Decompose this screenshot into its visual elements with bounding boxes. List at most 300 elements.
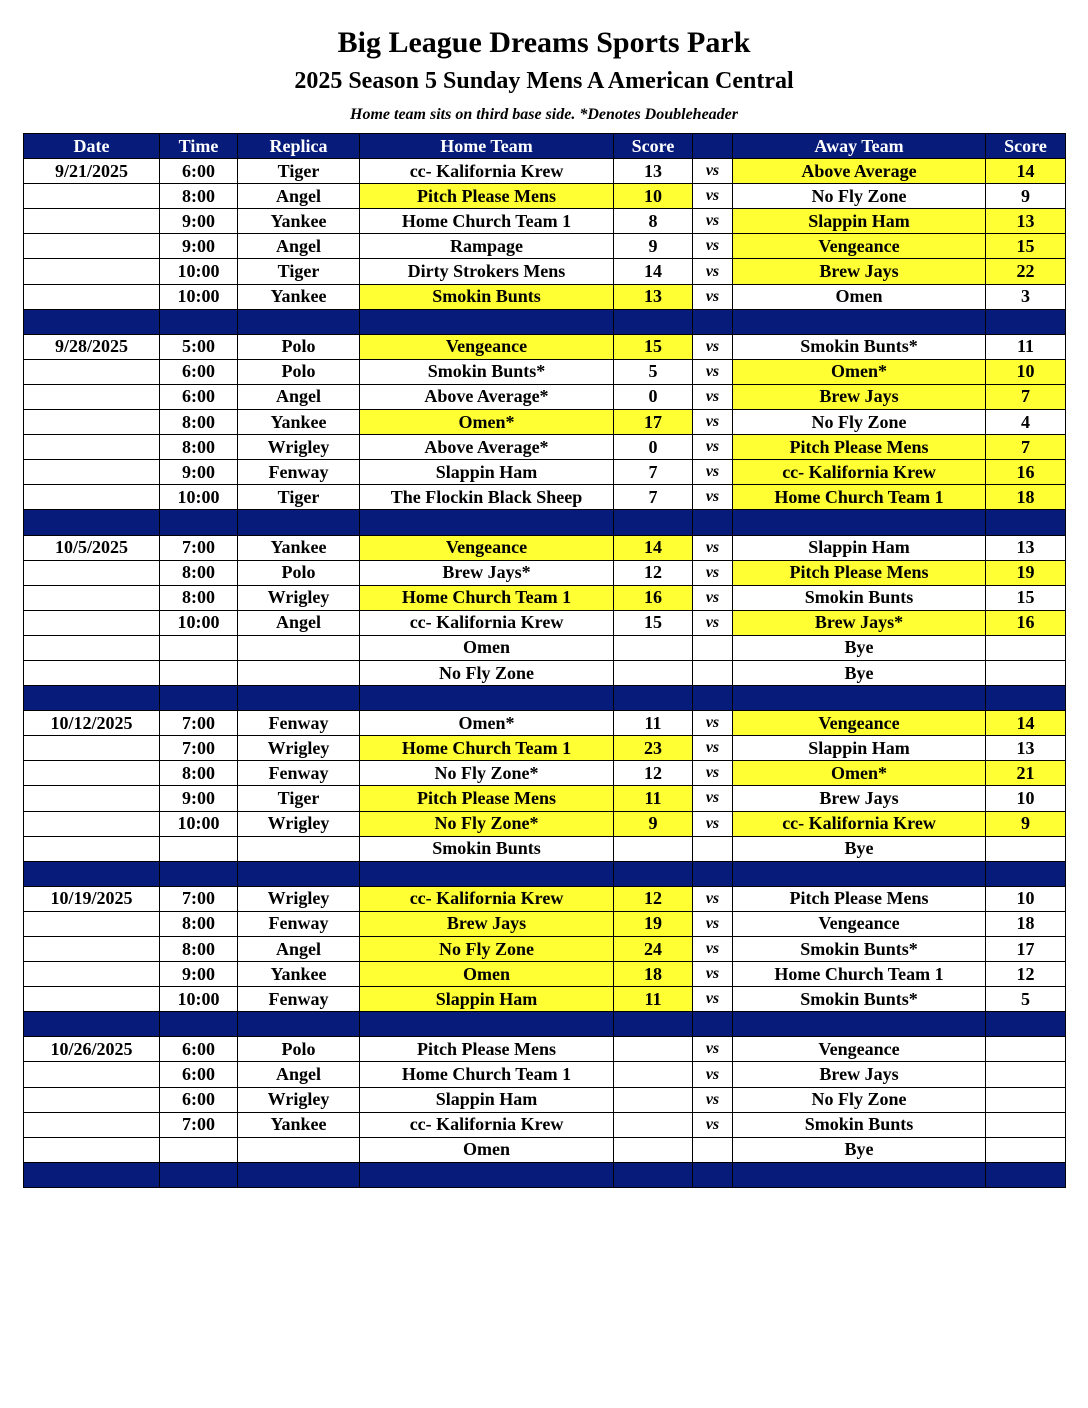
date-cell <box>24 435 160 460</box>
separator-cell <box>693 510 733 535</box>
replica-cell: Wrigley <box>238 736 360 761</box>
week-separator-row <box>24 510 1066 535</box>
away-score-cell <box>986 660 1066 685</box>
replica-cell: Tiger <box>238 159 360 184</box>
replica-cell: Fenway <box>238 911 360 936</box>
away-score-cell: 14 <box>986 711 1066 736</box>
replica-cell: Tiger <box>238 485 360 510</box>
home-score-cell <box>614 836 693 861</box>
away-team-cell: Home Church Team 1 <box>733 485 986 510</box>
home-team-cell: Smokin Bunts <box>360 284 614 309</box>
vs-cell: vs <box>693 284 733 309</box>
home-score-cell: 7 <box>614 485 693 510</box>
replica-cell: Yankee <box>238 962 360 987</box>
home-team-cell: Slappin Ham <box>360 987 614 1012</box>
home-score-cell: 23 <box>614 736 693 761</box>
home-score-cell: 11 <box>614 711 693 736</box>
col-header-home-score: Score <box>614 134 693 159</box>
separator-cell <box>733 686 986 711</box>
date-cell: 10/19/2025 <box>24 886 160 911</box>
replica-cell: Yankee <box>238 1112 360 1137</box>
replica-cell: Yankee <box>238 535 360 560</box>
time-cell: 7:00 <box>160 535 238 560</box>
home-score-cell: 11 <box>614 786 693 811</box>
home-team-cell: Pitch Please Mens <box>360 184 614 209</box>
game-row <box>24 184 1066 209</box>
vs-cell: vs <box>693 711 733 736</box>
separator-cell <box>160 510 238 535</box>
home-team-cell: Brew Jays* <box>360 560 614 585</box>
date-cell <box>24 560 160 585</box>
separator-cell <box>986 1012 1066 1037</box>
separator-cell <box>160 686 238 711</box>
game-row <box>24 209 1066 234</box>
home-score-cell: 5 <box>614 359 693 384</box>
date-cell: 10/12/2025 <box>24 711 160 736</box>
time-cell: 8:00 <box>160 560 238 585</box>
home-team-cell: Omen* <box>360 711 614 736</box>
home-score-cell: 12 <box>614 886 693 911</box>
game-row <box>24 234 1066 259</box>
date-cell: 9/21/2025 <box>24 159 160 184</box>
separator-cell <box>693 1012 733 1037</box>
away-score-cell <box>986 1037 1066 1062</box>
time-cell <box>160 635 238 660</box>
away-team-cell: Smokin Bunts* <box>733 937 986 962</box>
home-score-cell: 12 <box>614 560 693 585</box>
date-cell <box>24 410 160 435</box>
col-header-away-team: Away Team <box>733 134 986 159</box>
separator-cell <box>733 1012 986 1037</box>
away-team-cell: No Fly Zone <box>733 184 986 209</box>
time-cell: 10:00 <box>160 987 238 1012</box>
page-title: Big League Dreams Sports Park <box>337 26 751 59</box>
home-score-cell: 16 <box>614 585 693 610</box>
replica-cell: Wrigley <box>238 1087 360 1112</box>
time-cell: 10:00 <box>160 485 238 510</box>
col-header-vs <box>693 134 733 159</box>
home-score-cell: 12 <box>614 761 693 786</box>
home-score-cell: 10 <box>614 184 693 209</box>
schedule-table <box>23 133 1066 1188</box>
game-row <box>24 1112 1066 1137</box>
date-cell <box>24 585 160 610</box>
vs-cell: vs <box>693 384 733 409</box>
vs-cell: vs <box>693 585 733 610</box>
away-team-cell: Slappin Ham <box>733 209 986 234</box>
col-header-date: Date <box>24 134 160 159</box>
game-row <box>24 334 1066 359</box>
date-cell <box>24 962 160 987</box>
game-row <box>24 359 1066 384</box>
week-separator-row <box>24 309 1066 334</box>
home-score-cell: 7 <box>614 460 693 485</box>
separator-cell <box>614 510 693 535</box>
home-score-cell: 9 <box>614 234 693 259</box>
home-team-cell: cc- Kalifornia Krew <box>360 886 614 911</box>
home-team-cell: Rampage <box>360 234 614 259</box>
separator-cell <box>238 1162 360 1187</box>
away-team-cell: Smokin Bunts* <box>733 987 986 1012</box>
away-team-cell: Smokin Bunts <box>733 1112 986 1137</box>
date-cell <box>24 284 160 309</box>
away-team-cell: Above Average <box>733 159 986 184</box>
vs-cell: vs <box>693 610 733 635</box>
home-team-cell: cc- Kalifornia Krew <box>360 610 614 635</box>
away-score-cell: 18 <box>986 911 1066 936</box>
date-cell: 9/28/2025 <box>24 334 160 359</box>
game-row <box>24 384 1066 409</box>
away-team-cell: Brew Jays <box>733 1062 986 1087</box>
date-cell <box>24 1137 160 1162</box>
game-row <box>24 259 1066 284</box>
away-score-cell: 7 <box>986 435 1066 460</box>
away-score-cell: 12 <box>986 962 1066 987</box>
date-cell <box>24 1087 160 1112</box>
replica-cell: Fenway <box>238 711 360 736</box>
date-cell <box>24 761 160 786</box>
vs-cell: vs <box>693 886 733 911</box>
home-team-cell: No Fly Zone <box>360 660 614 685</box>
replica-cell: Angel <box>238 234 360 259</box>
home-team-cell: Above Average* <box>360 384 614 409</box>
time-cell: 8:00 <box>160 937 238 962</box>
game-row <box>24 761 1066 786</box>
separator-cell <box>614 861 693 886</box>
page-subtitle: 2025 Season 5 Sunday Mens A American Central <box>294 68 794 94</box>
away-score-cell: 19 <box>986 560 1066 585</box>
away-score-cell: 18 <box>986 485 1066 510</box>
separator-cell <box>24 686 160 711</box>
home-team-cell: Omen <box>360 635 614 660</box>
separator-cell <box>986 510 1066 535</box>
separator-cell <box>24 510 160 535</box>
vs-cell: vs <box>693 811 733 836</box>
game-row <box>24 911 1066 936</box>
away-score-cell: 17 <box>986 937 1066 962</box>
separator-cell <box>693 1162 733 1187</box>
date-cell <box>24 987 160 1012</box>
header-row <box>24 134 1066 159</box>
date-cell <box>24 911 160 936</box>
date-cell: 10/5/2025 <box>24 535 160 560</box>
time-cell: 7:00 <box>160 1112 238 1137</box>
date-cell <box>24 1062 160 1087</box>
time-cell: 6:00 <box>160 384 238 409</box>
vs-cell: vs <box>693 987 733 1012</box>
home-score-cell <box>614 660 693 685</box>
page-note: Home team sits on third base side. *Denotes Doubleheader <box>350 106 738 123</box>
separator-cell <box>693 686 733 711</box>
home-team-cell: The Flockin Black Sheep <box>360 485 614 510</box>
time-cell: 6:00 <box>160 359 238 384</box>
game-row <box>24 1037 1066 1062</box>
away-score-cell: 13 <box>986 209 1066 234</box>
col-header-time: Time <box>160 134 238 159</box>
replica-cell <box>238 635 360 660</box>
home-score-cell: 13 <box>614 284 693 309</box>
game-row <box>24 937 1066 962</box>
away-score-cell: 7 <box>986 384 1066 409</box>
game-row <box>24 435 1066 460</box>
away-team-cell: Vengeance <box>733 911 986 936</box>
vs-cell: vs <box>693 485 733 510</box>
vs-cell: vs <box>693 911 733 936</box>
time-cell: 9:00 <box>160 209 238 234</box>
time-cell: 9:00 <box>160 786 238 811</box>
time-cell: 6:00 <box>160 159 238 184</box>
vs-cell: vs <box>693 259 733 284</box>
date-cell <box>24 786 160 811</box>
separator-cell <box>24 309 160 334</box>
date-cell <box>24 811 160 836</box>
date-cell <box>24 485 160 510</box>
replica-cell: Fenway <box>238 987 360 1012</box>
home-team-cell: No Fly Zone <box>360 937 614 962</box>
home-team-cell: Omen* <box>360 410 614 435</box>
replica-cell: Angel <box>238 610 360 635</box>
vs-cell: vs <box>693 786 733 811</box>
time-cell: 6:00 <box>160 1062 238 1087</box>
away-score-cell <box>986 635 1066 660</box>
away-score-cell: 3 <box>986 284 1066 309</box>
home-score-cell <box>614 1037 693 1062</box>
game-row <box>24 284 1066 309</box>
home-team-cell: Home Church Team 1 <box>360 736 614 761</box>
vs-cell: vs <box>693 159 733 184</box>
separator-cell <box>360 686 614 711</box>
vs-cell: vs <box>693 1087 733 1112</box>
replica-cell: Wrigley <box>238 886 360 911</box>
vs-cell: vs <box>693 1037 733 1062</box>
away-score-cell: 5 <box>986 987 1066 1012</box>
home-score-cell: 15 <box>614 334 693 359</box>
separator-cell <box>360 1162 614 1187</box>
date-cell <box>24 259 160 284</box>
col-header-home-team: Home Team <box>360 134 614 159</box>
separator-cell <box>238 861 360 886</box>
away-score-cell: 4 <box>986 410 1066 435</box>
replica-cell: Tiger <box>238 259 360 284</box>
time-cell: 9:00 <box>160 460 238 485</box>
vs-cell: vs <box>693 234 733 259</box>
away-score-cell: 11 <box>986 334 1066 359</box>
replica-cell: Polo <box>238 334 360 359</box>
separator-cell <box>238 686 360 711</box>
away-team-cell: Smokin Bunts* <box>733 334 986 359</box>
replica-cell: Yankee <box>238 410 360 435</box>
away-score-cell: 9 <box>986 811 1066 836</box>
vs-cell: vs <box>693 435 733 460</box>
replica-cell <box>238 836 360 861</box>
away-score-cell: 9 <box>986 184 1066 209</box>
home-team-cell: Omen <box>360 962 614 987</box>
date-cell <box>24 937 160 962</box>
away-team-cell: cc- Kalifornia Krew <box>733 460 986 485</box>
game-row <box>24 1137 1066 1162</box>
away-team-cell: Omen* <box>733 359 986 384</box>
away-score-cell: 21 <box>986 761 1066 786</box>
date-cell <box>24 359 160 384</box>
away-score-cell <box>986 1087 1066 1112</box>
separator-cell <box>360 309 614 334</box>
date-cell <box>24 460 160 485</box>
home-score-cell <box>614 1062 693 1087</box>
week-separator-row <box>24 686 1066 711</box>
time-cell <box>160 1137 238 1162</box>
time-cell: 8:00 <box>160 184 238 209</box>
separator-cell <box>986 861 1066 886</box>
time-cell: 6:00 <box>160 1087 238 1112</box>
away-score-cell: 13 <box>986 535 1066 560</box>
separator-cell <box>693 309 733 334</box>
home-team-cell: cc- Kalifornia Krew <box>360 159 614 184</box>
replica-cell: Angel <box>238 384 360 409</box>
separator-cell <box>160 1012 238 1037</box>
away-team-cell: Pitch Please Mens <box>733 886 986 911</box>
home-team-cell: cc- Kalifornia Krew <box>360 1112 614 1137</box>
home-score-cell: 18 <box>614 962 693 987</box>
game-row <box>24 786 1066 811</box>
separator-cell <box>614 309 693 334</box>
vs-cell: vs <box>693 460 733 485</box>
vs-cell <box>693 660 733 685</box>
away-score-cell: 15 <box>986 234 1066 259</box>
home-score-cell: 0 <box>614 435 693 460</box>
away-score-cell: 10 <box>986 886 1066 911</box>
game-row <box>24 987 1066 1012</box>
home-score-cell: 19 <box>614 911 693 936</box>
week-separator-row <box>24 1162 1066 1187</box>
separator-cell <box>733 861 986 886</box>
game-row <box>24 836 1066 861</box>
away-team-cell: Brew Jays* <box>733 610 986 635</box>
time-cell: 10:00 <box>160 259 238 284</box>
vs-cell: vs <box>693 334 733 359</box>
game-row <box>24 660 1066 685</box>
vs-cell: vs <box>693 209 733 234</box>
away-team-cell: cc- Kalifornia Krew <box>733 811 986 836</box>
schedule-body <box>24 159 1066 1188</box>
away-score-cell: 16 <box>986 460 1066 485</box>
time-cell <box>160 836 238 861</box>
away-team-cell: Smokin Bunts <box>733 585 986 610</box>
separator-cell <box>24 1162 160 1187</box>
game-row <box>24 610 1066 635</box>
separator-cell <box>160 1162 238 1187</box>
replica-cell: Tiger <box>238 786 360 811</box>
time-cell: 10:00 <box>160 811 238 836</box>
away-team-cell: No Fly Zone <box>733 1087 986 1112</box>
away-team-cell: Vengeance <box>733 1037 986 1062</box>
home-score-cell: 11 <box>614 987 693 1012</box>
away-team-cell: Slappin Ham <box>733 535 986 560</box>
vs-cell: vs <box>693 184 733 209</box>
home-team-cell: Slappin Ham <box>360 1087 614 1112</box>
home-team-cell: Vengeance <box>360 334 614 359</box>
home-score-cell: 9 <box>614 811 693 836</box>
home-team-cell: Pitch Please Mens <box>360 1037 614 1062</box>
replica-cell: Angel <box>238 184 360 209</box>
game-row <box>24 736 1066 761</box>
replica-cell: Polo <box>238 359 360 384</box>
separator-cell <box>238 510 360 535</box>
replica-cell: Yankee <box>238 284 360 309</box>
home-score-cell: 15 <box>614 610 693 635</box>
separator-cell <box>360 1012 614 1037</box>
separator-cell <box>614 1012 693 1037</box>
home-team-cell: No Fly Zone* <box>360 761 614 786</box>
col-header-away-score: Score <box>986 134 1066 159</box>
away-score-cell <box>986 1062 1066 1087</box>
game-row <box>24 1062 1066 1087</box>
time-cell: 7:00 <box>160 886 238 911</box>
home-score-cell <box>614 635 693 660</box>
away-team-cell: Vengeance <box>733 234 986 259</box>
replica-cell: Fenway <box>238 460 360 485</box>
date-cell <box>24 660 160 685</box>
vs-cell: vs <box>693 410 733 435</box>
home-score-cell <box>614 1112 693 1137</box>
away-score-cell <box>986 836 1066 861</box>
away-team-cell: Home Church Team 1 <box>733 962 986 987</box>
separator-cell <box>693 861 733 886</box>
home-team-cell: Brew Jays <box>360 911 614 936</box>
away-score-cell: 22 <box>986 259 1066 284</box>
date-cell <box>24 234 160 259</box>
vs-cell <box>693 836 733 861</box>
vs-cell: vs <box>693 1062 733 1087</box>
separator-cell <box>360 510 614 535</box>
away-team-cell: Omen <box>733 284 986 309</box>
game-row <box>24 711 1066 736</box>
date-cell <box>24 610 160 635</box>
time-cell: 9:00 <box>160 234 238 259</box>
home-score-cell: 14 <box>614 535 693 560</box>
time-cell: 6:00 <box>160 1037 238 1062</box>
vs-cell: vs <box>693 962 733 987</box>
vs-cell <box>693 1137 733 1162</box>
separator-cell <box>360 861 614 886</box>
away-score-cell: 16 <box>986 610 1066 635</box>
vs-cell: vs <box>693 761 733 786</box>
separator-cell <box>733 510 986 535</box>
home-team-cell: Home Church Team 1 <box>360 209 614 234</box>
away-score-cell: 15 <box>986 585 1066 610</box>
separator-cell <box>24 861 160 886</box>
separator-cell <box>733 1162 986 1187</box>
game-row <box>24 962 1066 987</box>
away-team-cell: Bye <box>733 635 986 660</box>
separator-cell <box>160 861 238 886</box>
time-cell: 5:00 <box>160 334 238 359</box>
time-cell: 8:00 <box>160 585 238 610</box>
home-team-cell: Above Average* <box>360 435 614 460</box>
date-cell <box>24 384 160 409</box>
replica-cell: Fenway <box>238 761 360 786</box>
game-row <box>24 485 1066 510</box>
time-cell: 8:00 <box>160 435 238 460</box>
home-team-cell: Dirty Strokers Mens <box>360 259 614 284</box>
away-score-cell: 10 <box>986 786 1066 811</box>
away-team-cell: Slappin Ham <box>733 736 986 761</box>
game-row <box>24 635 1066 660</box>
home-team-cell: No Fly Zone* <box>360 811 614 836</box>
home-team-cell: Slappin Ham <box>360 460 614 485</box>
game-row <box>24 410 1066 435</box>
date-cell <box>24 836 160 861</box>
home-team-cell: Omen <box>360 1137 614 1162</box>
